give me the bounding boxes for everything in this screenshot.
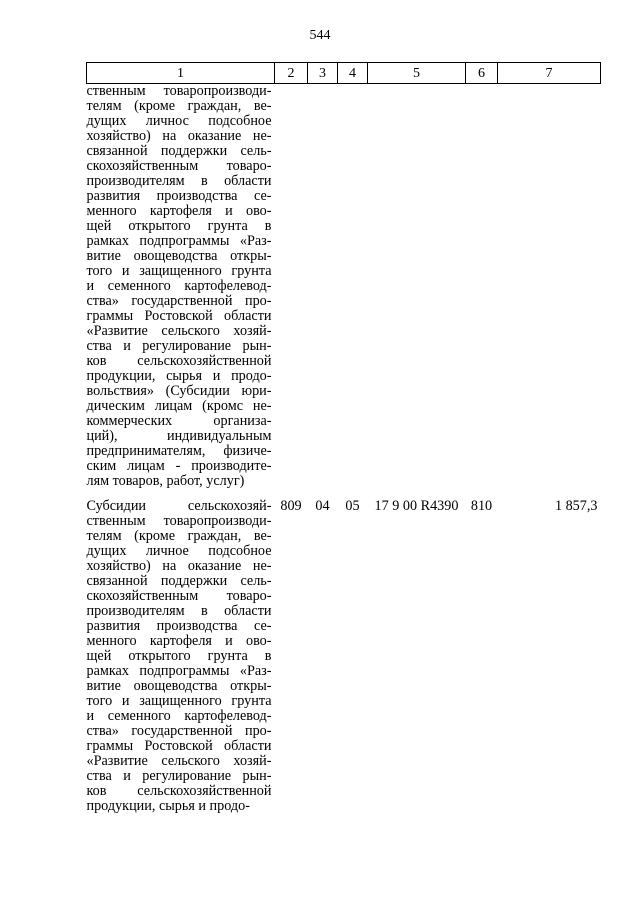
description-line: ским лицам - производите- bbox=[86, 458, 272, 474]
row-col-2: 809 bbox=[280, 498, 302, 514]
description-line: производителям в области bbox=[86, 603, 272, 619]
description-line: щей открытого грунта в bbox=[86, 218, 272, 234]
description-line: ства» государственной про- bbox=[86, 293, 272, 309]
description-line: хозяйство) на оказание не- bbox=[86, 128, 272, 144]
description-line: щей открытого грунта в bbox=[86, 648, 272, 664]
budget-table bbox=[86, 62, 601, 814]
description-line: менного картофеля и ово- bbox=[86, 633, 272, 649]
description-line: развития производства се- bbox=[86, 188, 272, 204]
table-body bbox=[87, 84, 601, 815]
description-line: «Развитие сельского хозяй- bbox=[86, 753, 272, 769]
row-description bbox=[87, 84, 275, 490]
row-col-6: 810 bbox=[470, 498, 493, 514]
description-line: рамках подпрограммы «Раз- bbox=[86, 233, 272, 249]
description-line: связанной поддержки сель- bbox=[86, 573, 272, 589]
row-col-5 bbox=[368, 84, 466, 490]
description-line: витие овощеводства откры- bbox=[86, 248, 272, 264]
row-col-5: 17 9 00 R4390 bbox=[374, 498, 459, 514]
description-line: дическим лицам (кромс не- bbox=[86, 398, 272, 414]
table-header-row bbox=[87, 63, 601, 84]
description-line: хозяйство) на оказание не- bbox=[86, 558, 272, 574]
description-line: скохозяйственным товаро- bbox=[86, 588, 272, 604]
description-line: того и защищенного грунта bbox=[86, 693, 272, 709]
description-line: граммы Ростовской области bbox=[86, 738, 272, 754]
description-line: ций), индивидуальным bbox=[86, 428, 272, 444]
description-line: «Развитие сельского хозяй- bbox=[86, 323, 272, 339]
description-line: телям (кроме граждан, ве- bbox=[86, 528, 272, 544]
row-col-3 bbox=[308, 84, 338, 490]
description-line: ства» государственной про- bbox=[86, 723, 272, 739]
table-row bbox=[87, 84, 601, 490]
description-line: рамках подпрограммы «Раз- bbox=[86, 663, 272, 679]
row-col-7 bbox=[498, 84, 601, 490]
description-line: лям товаров, работ, услуг) bbox=[86, 473, 245, 489]
header-col-3: 3 bbox=[308, 63, 338, 84]
row-col-6 bbox=[466, 84, 498, 490]
description-line: витие овощеводства откры- bbox=[86, 678, 272, 694]
description-line: ков сельскохозяйственной bbox=[86, 353, 272, 369]
row-col-7: 1 857,3 bbox=[554, 498, 598, 514]
description-line: ственным товаропроизводи- bbox=[86, 513, 272, 529]
header-col-4: 4 bbox=[338, 63, 368, 84]
table-row bbox=[87, 499, 601, 814]
description-line: продукции, сырья и продо- bbox=[86, 798, 250, 814]
description-line: ства и регулирование рын- bbox=[86, 768, 272, 784]
page-number: 544 bbox=[309, 28, 331, 43]
description-line: Субсидии сельскохозяй- bbox=[86, 498, 272, 514]
description-line: продукции, сырья и продо- bbox=[86, 368, 272, 384]
description-line: того и защищенного грунта bbox=[86, 263, 272, 279]
row-col-3: 04 bbox=[315, 498, 330, 514]
description-line: менного картофеля и ово- bbox=[86, 203, 272, 219]
row-description-text bbox=[87, 499, 272, 814]
row-description-text bbox=[87, 84, 272, 489]
description-line: скохозяйственным товаро- bbox=[86, 158, 272, 174]
description-line: ков сельскохозяйственной bbox=[86, 783, 272, 799]
row-col-4: 05 bbox=[345, 498, 360, 514]
header-col-2: 2 bbox=[275, 63, 308, 84]
description-line: ства и регулирование рын- bbox=[86, 338, 272, 354]
header-col-1: 1 bbox=[87, 63, 275, 84]
row-description bbox=[87, 499, 275, 814]
description-line: развития производства се- bbox=[86, 618, 272, 634]
description-line: граммы Ростовской области bbox=[86, 308, 272, 324]
description-line: дущих личное подсобное bbox=[86, 543, 272, 559]
description-line: предпринимателям, физиче- bbox=[86, 443, 272, 459]
description-line: коммерческих организа- bbox=[86, 413, 272, 429]
row-col-4 bbox=[338, 84, 368, 490]
description-line: связанной поддержки сель- bbox=[86, 143, 272, 159]
header-col-7: 7 bbox=[498, 63, 601, 84]
description-line: дущих личнос подсобное bbox=[86, 113, 272, 129]
description-line: телям (кроме граждан, ве- bbox=[86, 98, 272, 114]
header-col-5: 5 bbox=[368, 63, 466, 84]
header-col-6: 6 bbox=[466, 63, 498, 84]
description-line: вольствия» (Субсидии юри- bbox=[86, 383, 272, 399]
row-col-2 bbox=[275, 84, 308, 490]
description-line: ственным товаропроизводи- bbox=[86, 83, 272, 99]
description-line: и семенного картофелевод- bbox=[86, 278, 272, 294]
description-line: производителям в области bbox=[86, 173, 272, 189]
description-line: и семенного картофелевод- bbox=[86, 708, 272, 724]
